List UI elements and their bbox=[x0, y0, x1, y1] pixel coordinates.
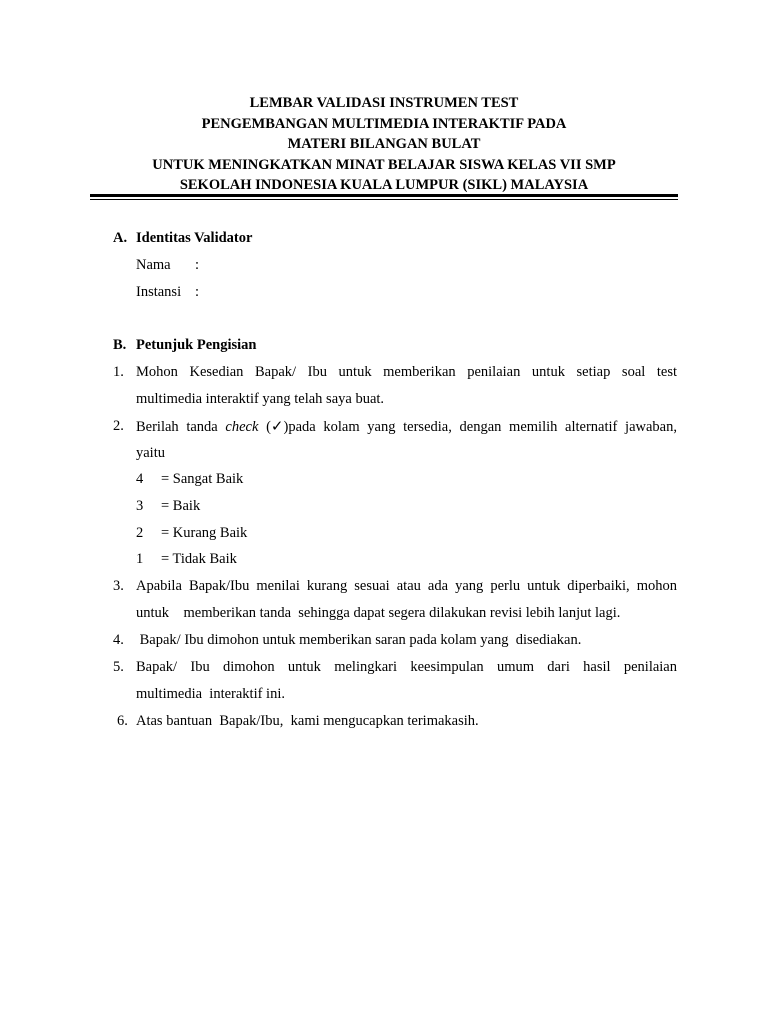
item-5-number: 5. bbox=[113, 659, 124, 675]
check-mark-icon: ✓ bbox=[270, 417, 284, 435]
item-2-post: )pada kolam yang tersedia, dengan memilih alternatif jawaban, bbox=[283, 419, 677, 435]
document-title bbox=[90, 93, 678, 196]
item-2-line-1 bbox=[136, 417, 677, 436]
scale-1-number: 1 bbox=[136, 551, 144, 567]
item-1-number: 1. bbox=[113, 364, 124, 380]
item-3-number: 3. bbox=[113, 578, 124, 594]
scale-2-label: = Kurang Baik bbox=[161, 525, 248, 541]
item-1-line-1: Mohon Kesedian Bapak/ Ibu untuk memberikan penilaian untuk setiap soal test bbox=[136, 364, 677, 380]
title-line-1: LEMBAR VALIDASI INSTRUMEN TEST bbox=[249, 95, 519, 111]
title-line-5: SEKOLAH INDONESIA KUALA LUMPUR (SIKL) MALAYSIA bbox=[179, 177, 589, 193]
item-2-line-2: yaitu bbox=[136, 445, 165, 461]
item-4-line-1: Bapak/ Ibu dimohon untuk memberikan saran pada kolam yang disediakan. bbox=[136, 632, 582, 648]
scale-3-label: = Baik bbox=[161, 498, 201, 514]
title-line-2: PENGEMBANGAN MULTIMEDIA INTERAKTIF PADA bbox=[201, 115, 567, 132]
scale-4-label: = Sangat Baik bbox=[161, 471, 244, 487]
section-a-title: Identitas Validator bbox=[136, 230, 253, 246]
item-2-pre: Berilah tanda bbox=[136, 419, 226, 435]
item-2-open: ( bbox=[258, 419, 271, 435]
scale-2-number: 2 bbox=[136, 525, 144, 541]
item-3-line-1: Apabila Bapak/Ibu menilai kurang sesuai atau ada yang perlu untuk diperbaiki, mohon bbox=[136, 578, 677, 594]
field-nama-colon: : bbox=[195, 257, 200, 273]
item-6-line-1: Atas bantuan Bapak/Ibu, kami mengucapkan terimakasih. bbox=[136, 713, 479, 729]
section-b-title: Petunjuk Pengisian bbox=[136, 337, 257, 353]
item-2-italic: check bbox=[225, 419, 259, 435]
item-5-line-2: multimedia interaktif ini. bbox=[136, 686, 285, 702]
item-3-line-2: untuk memberikan tanda sehingga dapat segera dilakukan revisi lebih lanjut lagi. bbox=[136, 605, 621, 621]
scale-4-number: 4 bbox=[136, 471, 144, 487]
field-instansi-label: Instansi bbox=[136, 284, 182, 300]
field-nama-label: Nama bbox=[136, 257, 171, 273]
item-6-number: 6. bbox=[117, 713, 128, 729]
field-instansi-colon: : bbox=[195, 284, 200, 300]
item-2-number: 2. bbox=[113, 418, 124, 434]
section-b-marker: B. bbox=[113, 337, 127, 353]
title-line-4: UNTUK MENINGKATKAN MINAT BELAJAR SISWA KELAS VII SMP bbox=[152, 156, 616, 173]
section-a-marker: A. bbox=[113, 230, 128, 246]
scale-3-number: 3 bbox=[136, 498, 144, 514]
item-4-number: 4. bbox=[113, 632, 124, 648]
title-divider bbox=[90, 194, 678, 200]
item-5-line-1: Bapak/ Ibu dimohon untuk melingkari keesimpulan umum dari hasil penilaian bbox=[136, 659, 677, 675]
item-1-line-2: multimedia interaktif yang telah saya buat. bbox=[136, 391, 385, 407]
title-line-3: MATERI BILANGAN BULAT bbox=[287, 136, 481, 152]
scale-1-label: = Tidak Baik bbox=[161, 551, 237, 567]
